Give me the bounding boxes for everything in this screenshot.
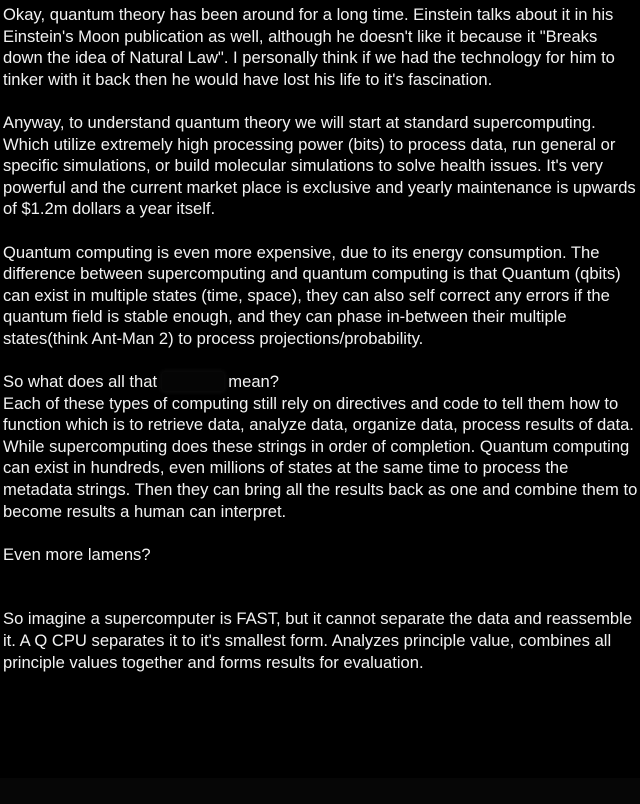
redacted-word	[162, 372, 224, 391]
paragraph-quantum-computing: Quantum computing is even more expensive, due to its energy consumption. The difference between supercomputing and quantum computing is that Quantum (qbits) can exist in multiple states (time, space), they can also self correct any errors if the quantum field is stable enough, and they can phase in-between their multiple states(think Ant-Man 2) to process projections/probability.	[3, 242, 621, 348]
question-text-start: So what does all that	[3, 372, 162, 392]
spacer	[3, 565, 640, 608]
paragraph-analogy: So imagine a supercomputer is FAST, but it cannot separate the data and reassemble it. A Q CPU separates it to it's smallest form. Analyzes principle value, combines all principle values together and forms results for evaluation.	[3, 609, 633, 672]
bottom-bar	[0, 778, 640, 804]
paragraph-explanation: Each of these types of computing still rely on directives and code to tell them how to function which is to retrieve data, analyze data, organize data, process results of data. While supercomputing does these strings in order of completion. Quantum computing can exist in hundreds, even millions of states at the same time to process the metadata strings. Then they can bring all the results back as one and combine them to become results a human can interpret.	[3, 393, 638, 521]
question-text-end: mean?	[223, 372, 280, 392]
paragraph-quantum-history: Okay, quantum theory has been around for a long time. Einstein talks about it in his Einstein's Moon publication as well, although he doesn't like it because it "Breaks down the idea of Natural Law". I personally think if we had the technology for him to tinker with it back then he would have lost his life to it's fascination.	[3, 5, 615, 89]
paragraph-question	[3, 371, 640, 393]
paragraph-lamens: Even more lamens?	[3, 544, 151, 564]
paragraph-supercomputing: Anyway, to understand quantum theory we will start at standard supercomputing. Which utilize extremely high processing power (bits) to process data, run general or specific simulations, or build molecular simulations to solve health issues. It's very powerful and the current market place is exclusive and yearly maintenance is upwards of $1.2m dollars a year itself.	[3, 112, 636, 219]
post-body	[3, 4, 640, 673]
